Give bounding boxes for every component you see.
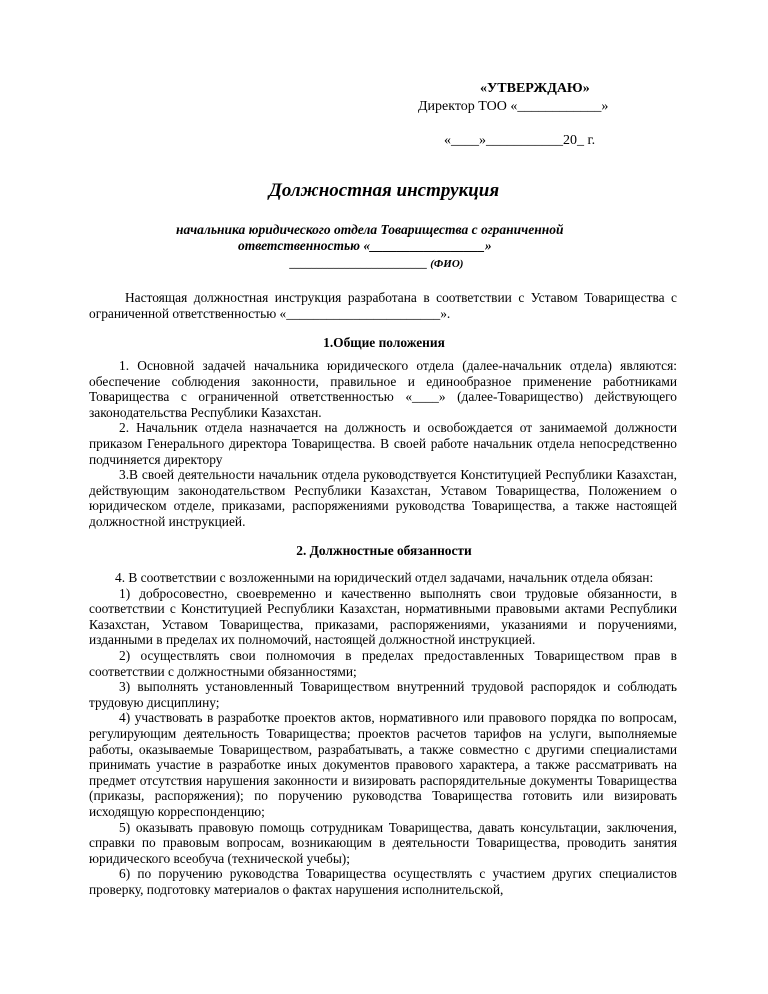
document-subtitle [176, 222, 646, 254]
subtitle-line-2: ответственностью «_________________» [238, 238, 492, 253]
paragraph: 4. В соответствии с возложенными на юридический отдел задачами, начальник отдела обязан: [115, 570, 654, 585]
section-1-heading: 1.Общие положения [323, 335, 445, 350]
approval-director-line: Директор ТОО «____________» [418, 99, 609, 114]
paragraph: 1) добросовестно, своевременно и качественно выполнять свои трудовые обязанности, в соответствии с Конституцией Республики Казахстан, нормативными правовыми актами Республики Казахстан, Уставом Товарищества, приказами, распоряжениями, указаниями и поручениями, изданными в пределах их полномочий, настоящей должностной инструкцией. [89, 585, 677, 648]
paragraph: 6) по поручению руководства Товарищества осуществлять с участием других специалистов проверку, подготовку материалов о фактах нарушения исполнительской, [89, 866, 677, 897]
subtitle-line-1: начальника юридического отдела Товарищества с ограниченной [176, 222, 564, 237]
paragraph: 4) участвовать в разработке проектов актов, нормативного или правового порядка по вопросам, регулирующим деятельность Товарищества; проектов расчетов тарифов на услуги, выполняемые работы, оказываемые Товариществом, разрабатывать, а также совместно с другими специалистами принимать участие в разработке иных документов правового характера, а также рассматривать на предмет отсутствия нарушения законности и визировать распорядительные документы Товарищества (приказы, распоряжения); по поручению руководства Товарищества готовить или визировать исходящую корреспонденцию; [89, 710, 677, 819]
approval-date-line: «____»___________20_ г. [444, 133, 596, 148]
approval-block [418, 80, 678, 150]
section-2-heading: 2. Должностные обязанности [296, 543, 472, 558]
intro-paragraph: Настоящая должностная инструкция разработана в соответствии с Уставом Товарищества с ограниченной ответственностью «_______________________». [89, 290, 677, 321]
intro-text [89, 290, 677, 321]
paragraph: 1. Основной задачей начальника юридического отдела (далее-начальник отдела) являются: обеспечение соблюдения законности, правильное и единообразное применение работниками Товарищества с ограниченной ответственностью «____» (далее-Товарищество) действующего законодательства Республики Казахстан. [89, 358, 677, 420]
document-title: Должностная инструкция [268, 180, 500, 201]
approval-title: «УТВЕРЖДАЮ» [480, 81, 590, 96]
paragraph: 2) осуществлять свои полномочия в пределах предоставленных Товариществом прав в соответствии с должностными обязанностями; [89, 647, 677, 679]
section-1-body [89, 358, 677, 530]
fio-line: _________________________ (ФИО) [290, 258, 464, 270]
paragraph: 5) оказывать правовую помощь сотрудникам Товарищества, давать консультации, заключения, справки по правовым вопросам, возникающим в деятельности Товарищества, проводить занятия юридического всеобуча (технической учебы); [89, 819, 677, 866]
paragraph: 3.В своей деятельности начальник отдела руководствуется Конституцией Республики Казахстан, действующим законодательством Республики Казахстан, Уставом Товарищества, Положением о юридическом отделе, приказами, распоряжениями руководства Товарищества, а также настоящей должностной инструкцией. [89, 467, 677, 529]
section-2-body [89, 570, 677, 897]
paragraph: 3) выполнять установленный Товариществом внутренний трудовой распорядок и соблюдать трудовую дисциплину; [89, 679, 677, 710]
paragraph: 2. Начальник отдела назначается на должность и освобождается от занимаемой должности приказом Генерального директора Товарищества. В своей работе начальник отдела непосредственно подчиняется директору [89, 420, 677, 467]
